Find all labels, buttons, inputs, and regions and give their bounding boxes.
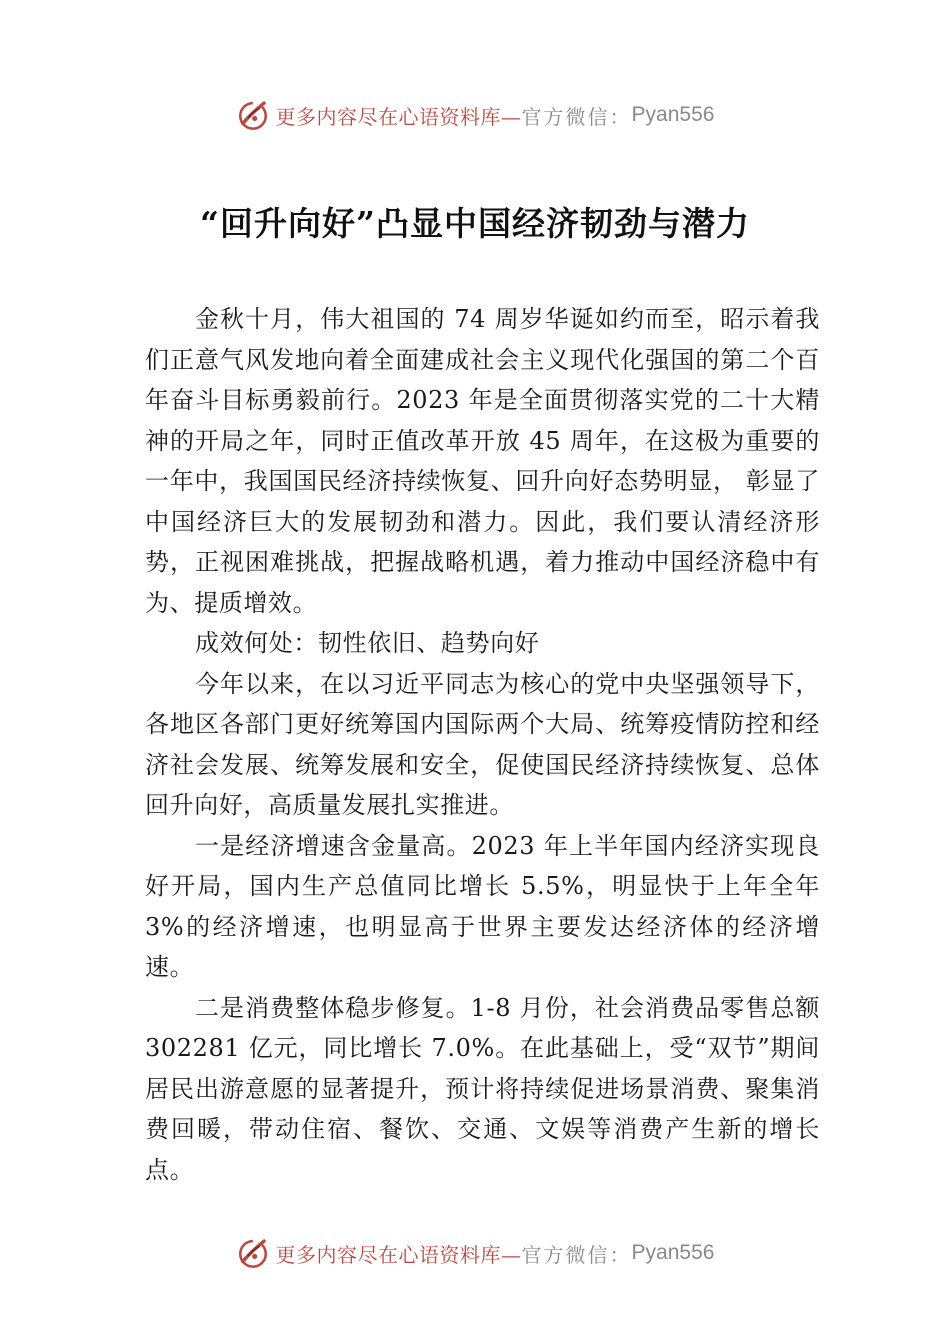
paragraph-subheading: 成效何处：韧性依旧、趋势向好 (195, 629, 540, 657)
footer-watermark-banner (0, 1233, 950, 1273)
paragraph-intro: 金秋十月，伟大祖国的 74 周岁华诞如约而至，昭示着我们正意气风发地向着全面建成社会主义现代化强国的第二个百年奋斗目标勇毅前行。2023 年是全面贯彻落实党的二十大精神的开局之年，同时正值改革开放 45 周年，在这极为重要的一年中，我国国民经济持续恢复、回升向好态势明显， 彰显了中国经济巨大的发展韧劲和潜力。因此，我们要认清经济形势，正视困难挑战，把握战略机遇，着力推动中国经济稳中有为、提质增效。 (145, 305, 820, 617)
brush-seal-logo-icon (236, 1236, 270, 1270)
banner-text: 更多内容尽在心语资料库— (275, 104, 522, 129)
banner-wechat-label: 官方微信： (521, 1242, 632, 1267)
document-body (145, 299, 820, 1190)
brush-seal-logo-icon (236, 98, 270, 132)
banner-wechat-id: Pyan556 (631, 1241, 715, 1264)
paragraph-overview: 今年以来，在以习近平同志为核心的党中央坚强领导下，各地区各部门更好统筹国内国际两个大局、统筹疫情防控和经济社会发展、统筹发展和安全，促使国民经济持续恢复、总体回升向好，高质量发展扎实推进。 (145, 669, 820, 819)
document-title: “回升向好”凸显中国经济韧劲与潜力 (200, 204, 750, 243)
paragraph-point-two: 二是消费整体稳步修复。1-8 月份，社会消费品零售总额302281 亿元，同比增长 7.0%。在此基础上，受“双节”期间居民出游意愿的显著提升，预计将持续促进场景消费、聚集消费回暖，带动住宿、餐饮、交通、文娱等消费产生新的增长点。 (145, 993, 820, 1184)
banner-wechat-label: 官方微信： (521, 104, 632, 129)
banner-wechat-id: Pyan556 (631, 103, 715, 126)
banner-text: 更多内容尽在心语资料库— (275, 1242, 522, 1267)
paragraph-point-one: 一是经济增速含金量高。2023 年上半年国内经济实现良好开局，国内生产总值同比增长 5.5%，明显快于上年全年 3%的经济增速，也明显高于世界主要发达经济体的经济增速。 (145, 831, 820, 981)
header-watermark-banner (0, 95, 950, 135)
